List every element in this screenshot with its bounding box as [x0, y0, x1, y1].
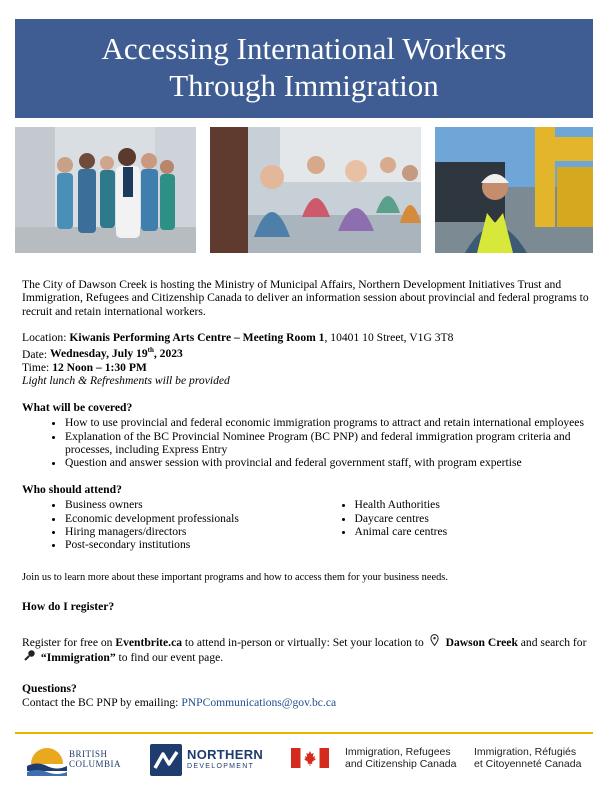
location-line	[22, 331, 590, 344]
covered-list	[22, 416, 590, 470]
list-item: • Health Authorities	[355, 498, 591, 511]
list-item: • Explanation of the BC Provincial Nominee Program (BC PNP) and federal immigration program criteria and processes, including Express Entry	[65, 430, 590, 457]
time-line	[22, 361, 590, 374]
register-heading: How do I register?	[22, 600, 115, 614]
bc-logo: BRITISH COLUMBIA	[27, 744, 127, 776]
list-item: • Hiring managers/directors	[65, 525, 301, 538]
register-instructions: Register for free on Eventbrite.ca to attend in-person or virtually: Set your location to Dawson Creek and search for “Immigration” to find our event page.	[22, 635, 587, 664]
northern-development-mark-icon	[150, 744, 182, 776]
construction-worker-photo	[435, 127, 593, 253]
location-value: Dawson Creek	[445, 635, 518, 649]
list-item: • Question and answer session with provincial and federal government staff, with program expertise	[65, 456, 590, 469]
title-line-2: Through Immigration	[169, 68, 439, 103]
date-line	[22, 345, 590, 361]
eventbrite-link[interactable]: Eventbrite.ca	[115, 635, 183, 649]
list-item: • Post-secondary institutions	[65, 538, 301, 551]
list-item: • Daycare centres	[355, 512, 591, 525]
list-item: • Economic development professionals	[65, 512, 301, 525]
location-address: , 10401 10 Street, V1G 3T8	[324, 331, 454, 345]
canada-flag-icon	[291, 748, 329, 768]
location-name: Kiwanis Performing Arts Centre – Meeting Room 1	[69, 331, 325, 345]
refreshments-note: Light lunch & Refreshments will be provided	[22, 374, 230, 388]
covered-heading: What will be covered?	[22, 400, 133, 414]
time-label: Time:	[22, 360, 50, 374]
footer-divider	[15, 732, 593, 734]
search-icon	[22, 649, 38, 664]
attend-lists	[22, 498, 590, 552]
title-line-1: Accessing International Workers	[101, 31, 507, 66]
location-label: Location:	[22, 331, 67, 345]
bc-sun-icon	[27, 744, 67, 776]
attend-list-left	[22, 498, 301, 552]
search-term: “Immigration”	[40, 650, 116, 664]
date-label: Date:	[22, 347, 48, 361]
date-value: Wednesday, July 19th, 2023	[50, 346, 183, 361]
attend-list-right	[301, 498, 591, 552]
attend-heading: Who should attend?	[22, 482, 122, 496]
join-text: Join us to learn more about these important programs and how to access them for your business needs.	[22, 571, 448, 583]
time-value: 12 Noon – 1:30 PM	[52, 360, 147, 374]
intro-paragraph: The City of Dawson Creek is hosting the Ministry of Municipal Affairs, Northern Development Initiatives Trust and Immigration, Refugees and Citizenship Canada to deliver an information session about provincial and federal programs to recruit and retain international workers.	[22, 278, 589, 318]
sponsor-logos	[0, 740, 608, 782]
healthcare-workers-photo	[15, 127, 196, 253]
questions-section	[22, 682, 590, 709]
event-details	[22, 331, 590, 387]
title-banner	[15, 19, 593, 118]
list-item: • How to use provincial and federal economic immigration programs to attract and retain international employees	[65, 416, 590, 429]
ircc-logo: Immigration, Refugees and Citizenship Canada Immigration, Réfugiés et Citoyenneté Canada	[291, 746, 591, 776]
northern-development-logo: NORTHERN DEVELOPMENT	[150, 744, 270, 776]
register-section	[22, 600, 590, 664]
list-item: • Animal care centres	[355, 525, 591, 538]
email-link[interactable]: PNPCommunications@gov.bc.ca	[181, 695, 337, 709]
location-pin-icon	[427, 634, 443, 649]
children-meditating-photo	[210, 127, 421, 253]
contact-line: Contact the BC PNP by emailing: PNPCommunications@gov.bc.ca	[22, 695, 337, 709]
questions-heading: Questions?	[22, 682, 77, 696]
list-item: • Business owners	[65, 498, 301, 511]
